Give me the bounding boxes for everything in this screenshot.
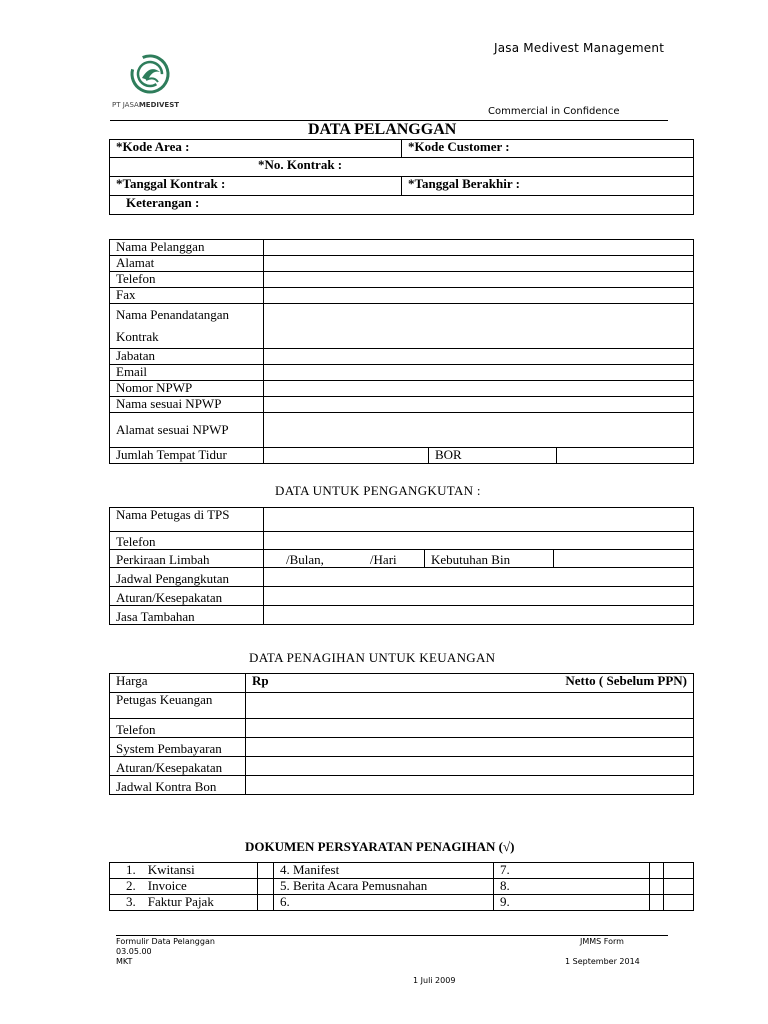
npwp-value[interactable] <box>264 381 694 397</box>
jumlah-tempat-tidur-label: Jumlah Tempat Tidur <box>110 448 264 464</box>
doc-check-7[interactable] <box>650 863 664 879</box>
nama-penandatangan-line1: Nama Penandatangan <box>116 307 229 322</box>
doc-item-1-label: Kwitansi <box>147 862 195 877</box>
doc-item-3-num: 3. <box>126 894 136 909</box>
jasa-tambahan-value[interactable] <box>264 606 694 625</box>
billing-telefon-value[interactable] <box>246 719 694 738</box>
footer-form-name: Formulir Data Pelanggan <box>116 937 215 946</box>
footer-left <box>116 937 215 967</box>
logo-text-medivest: MEDIVEST <box>138 101 180 109</box>
doc-extra-2 <box>664 879 694 895</box>
kebutuhan-bin-label: Kebutuhan Bin <box>425 550 554 568</box>
alamat-value[interactable] <box>264 256 694 272</box>
kode-customer-label: *Kode Customer : <box>402 140 694 158</box>
doc-item-3 <box>110 895 258 911</box>
billing-aturan-label: Aturan/Kesepakatan <box>110 757 246 776</box>
company-name: Jasa Medivest Management <box>494 41 665 55</box>
fax-value[interactable] <box>264 288 694 304</box>
doc-item-4: 4. Manifest <box>274 863 494 879</box>
transport-heading: DATA UNTUK PENGANGKUTAN : <box>275 483 481 498</box>
doc-check-3[interactable] <box>258 895 274 911</box>
doc-item-2-num: 2. <box>126 878 136 893</box>
perkiraan-limbah-label: Perkiraan Limbah <box>110 550 264 568</box>
footer-date-right: 1 September 2014 <box>565 957 640 966</box>
system-pembayaran-value[interactable] <box>246 738 694 757</box>
npwp-label: Nomor NPWP <box>110 381 264 397</box>
footer-form-type: JMMS Form <box>580 937 624 946</box>
nama-npwp-label: Nama sesuai NPWP <box>110 397 264 413</box>
transport-aturan-value[interactable] <box>264 587 694 606</box>
billing-heading: DATA PENAGIHAN UNTUK KEUANGAN <box>249 650 496 665</box>
doc-extra-3 <box>664 895 694 911</box>
doc-check-8[interactable] <box>650 879 664 895</box>
fax-label: Fax <box>110 288 264 304</box>
billing-aturan-value[interactable] <box>246 757 694 776</box>
jasa-medivest-logo-icon <box>112 50 192 96</box>
tanggal-kontrak-label: *Tanggal Kontrak : <box>110 177 402 196</box>
email-value[interactable] <box>264 365 694 381</box>
kebutuhan-bin-value[interactable] <box>554 550 694 568</box>
nama-penandatangan-line2: Kontrak <box>116 329 159 344</box>
per-bulan-label: /Bulan, <box>286 552 324 567</box>
footer-form-no: 03.05.00 <box>116 947 152 956</box>
jasa-tambahan-label: Jasa Tambahan <box>110 606 264 625</box>
jabatan-label: Jabatan <box>110 349 264 365</box>
doc-item-1 <box>110 863 258 879</box>
footer-dept: MKT <box>116 957 133 966</box>
documents-table <box>109 862 694 911</box>
harga-value[interactable] <box>246 674 694 693</box>
jadwal-pengangkutan-label: Jadwal Pengangkutan <box>110 568 264 587</box>
netto-label: Netto ( Sebelum PPN) <box>565 673 687 688</box>
contract-table <box>109 139 694 215</box>
bor-label: BOR <box>429 448 557 464</box>
jumlah-tempat-tidur-value[interactable] <box>264 448 429 464</box>
doc-item-3-label: Faktur Pajak <box>147 894 214 909</box>
transport-table <box>109 507 694 625</box>
jadwal-pengangkutan-value[interactable] <box>264 568 694 587</box>
telefon-label: Telefon <box>110 272 264 288</box>
doc-check-2[interactable] <box>258 879 274 895</box>
rp-label: Rp <box>252 673 269 688</box>
billing-table <box>109 673 694 795</box>
nama-penandatangan-value[interactable] <box>264 304 694 349</box>
harga-label: Harga <box>110 674 246 693</box>
page-title: DATA PELANGGAN <box>308 121 457 138</box>
alamat-npwp-value[interactable] <box>264 413 694 448</box>
telefon-value[interactable] <box>264 272 694 288</box>
keterangan-label: Keterangan : <box>110 196 694 215</box>
kode-area-label: *Kode Area : <box>110 140 402 158</box>
confidentiality-note: Commercial in Confidence <box>488 106 620 117</box>
bor-value[interactable] <box>557 448 694 464</box>
doc-item-8: 8. <box>494 879 650 895</box>
doc-item-2 <box>110 879 258 895</box>
system-pembayaran-label: System Pembayaran <box>110 738 246 757</box>
logo <box>112 50 192 108</box>
jadwal-kontra-bon-value[interactable] <box>246 776 694 795</box>
nama-npwp-value[interactable] <box>264 397 694 413</box>
jadwal-kontra-bon-label: Jadwal Kontra Bon <box>110 776 246 795</box>
doc-check-1[interactable] <box>258 863 274 879</box>
email-label: Email <box>110 365 264 381</box>
customer-table <box>109 239 694 464</box>
doc-item-5: 5. Berita Acara Pemusnahan <box>274 879 494 895</box>
doc-item-7: 7. <box>494 863 650 879</box>
nama-pelanggan-label: Nama Pelanggan <box>110 240 264 256</box>
petugas-keuangan-label: Petugas Keuangan <box>110 693 246 719</box>
nama-petugas-value[interactable] <box>264 508 694 532</box>
logo-text-pt: PT JASA <box>112 101 139 109</box>
transport-telefon-label: Telefon <box>110 532 264 550</box>
billing-telefon-label: Telefon <box>110 719 246 738</box>
tanggal-berakhir-label: *Tanggal Berakhir : <box>402 177 694 196</box>
alamat-label: Alamat <box>110 256 264 272</box>
no-kontrak-label: *No. Kontrak : <box>110 158 694 177</box>
nama-pelanggan-value[interactable] <box>264 240 694 256</box>
jabatan-value[interactable] <box>264 349 694 365</box>
per-hari-label: /Hari <box>369 552 397 567</box>
transport-aturan-label: Aturan/Kesepakatan <box>110 587 264 606</box>
doc-item-6: 6. <box>274 895 494 911</box>
petugas-keuangan-value[interactable] <box>246 693 694 719</box>
perkiraan-limbah-value[interactable] <box>264 550 425 568</box>
footer-rule <box>116 935 668 936</box>
footer-date-center: 1 Juli 2009 <box>413 976 456 985</box>
transport-telefon-value[interactable] <box>264 532 694 550</box>
nama-petugas-label: Nama Petugas di TPS <box>110 508 264 532</box>
doc-extra-1 <box>664 863 694 879</box>
doc-item-9: 9. <box>494 895 650 911</box>
doc-item-1-num: 1. <box>126 862 136 877</box>
nama-penandatangan-label <box>110 304 264 349</box>
doc-item-2-label: Invoice <box>147 878 187 893</box>
alamat-npwp-label: Alamat sesuai NPWP <box>110 413 264 448</box>
doc-check-9[interactable] <box>650 895 664 911</box>
documents-heading: DOKUMEN PERSYARATAN PENAGIHAN (√) <box>245 839 515 854</box>
